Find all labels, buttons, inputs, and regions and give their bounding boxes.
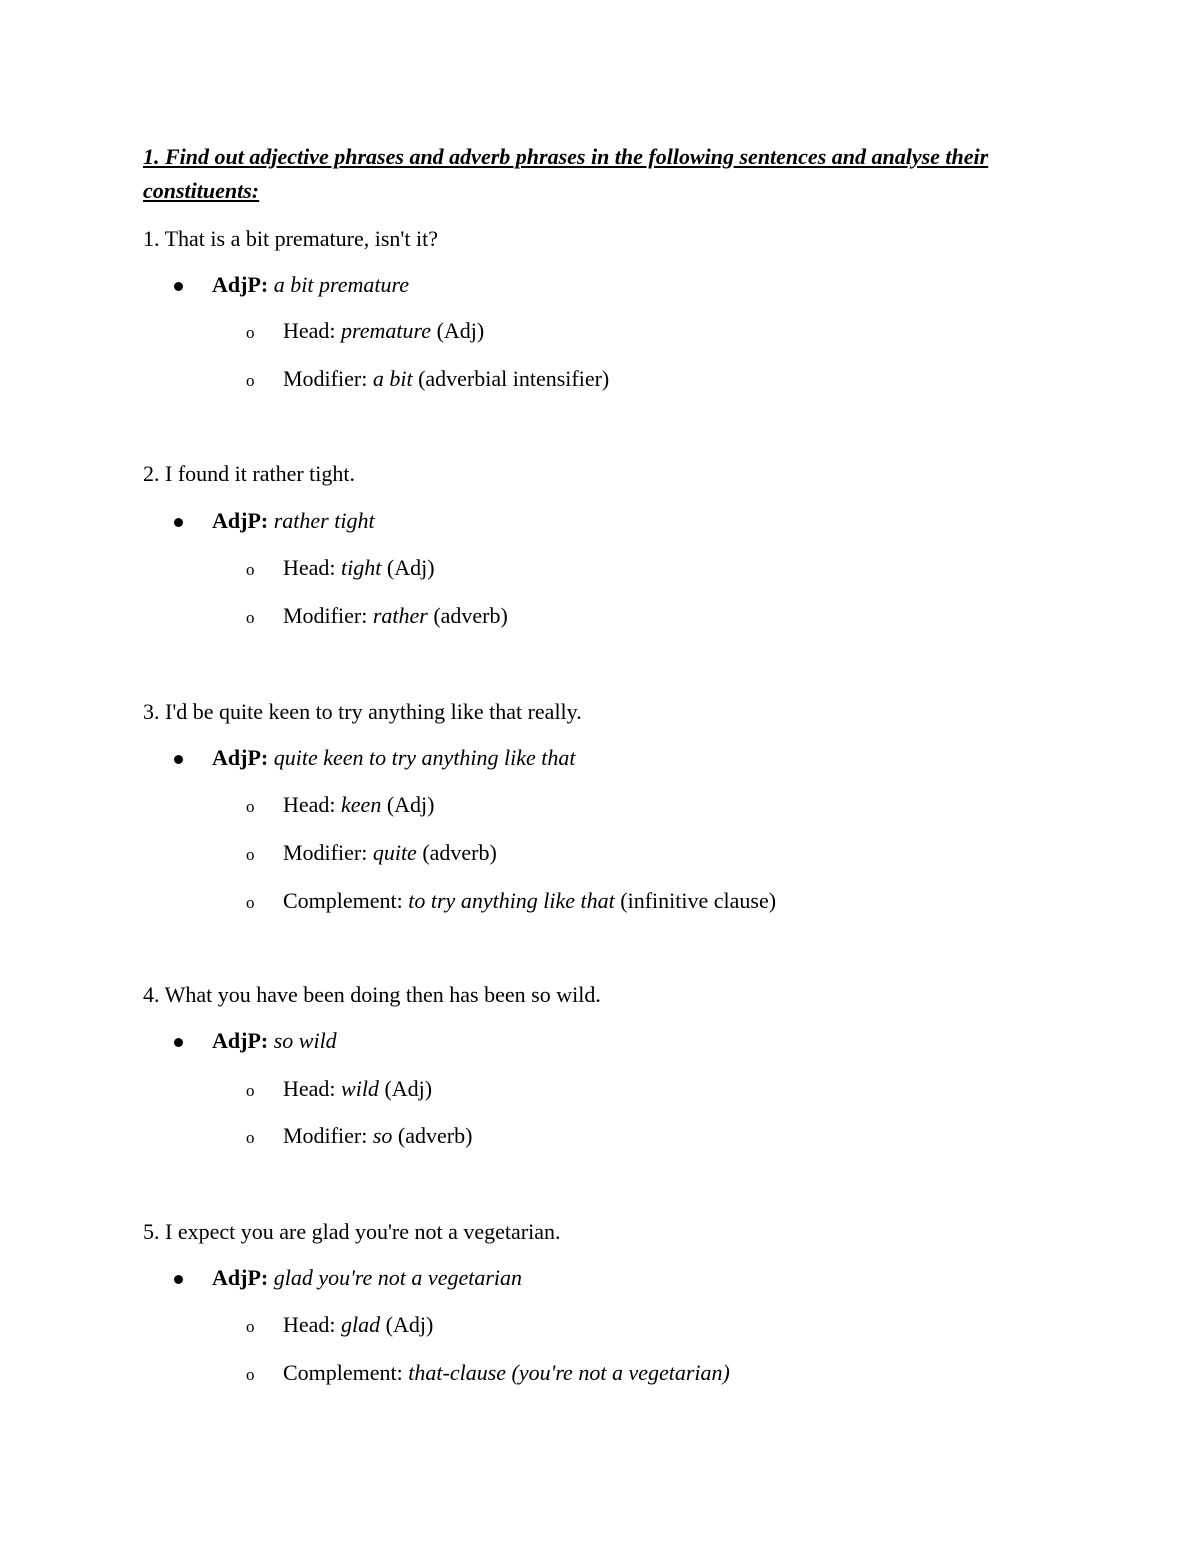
circle-bullet-icon: o xyxy=(246,1128,255,1147)
circle-bullet-icon: o xyxy=(246,560,255,579)
adjp-label: AdjP: xyxy=(212,1265,269,1290)
adjp-label: AdjP: xyxy=(212,1028,269,1053)
detail-3-head: Head: keen (Adj) xyxy=(283,792,435,817)
circle-bullet-icon: o xyxy=(246,608,255,627)
detail-5-complement: Complement: that-clause (you're not a vegetarian) xyxy=(283,1360,730,1385)
adjp-line-1 xyxy=(212,270,409,300)
detail-5-head: Head: glad (Adj) xyxy=(283,1312,434,1337)
bullet-dot-icon xyxy=(174,1275,183,1284)
sentence-3: 3. I'd be quite keen to try anything like that really. xyxy=(143,699,582,724)
circle-bullet-icon: o xyxy=(246,323,255,342)
adjp-line-2 xyxy=(212,506,375,536)
adjp-label: AdjP: xyxy=(212,745,269,770)
sentence-5: 5. I expect you are glad you're not a vegetarian. xyxy=(143,1219,561,1244)
adjp-phrase: rather tight xyxy=(273,508,375,533)
bullet-dot-icon xyxy=(174,282,183,291)
sentence-1: 1. That is a bit premature, isn't it? xyxy=(143,226,438,251)
adjp-line-3 xyxy=(212,743,576,773)
adjp-phrase: a bit premature xyxy=(273,272,409,297)
detail-4-modifier: Modifier: so (adverb) xyxy=(283,1123,473,1148)
detail-2-modifier: Modifier: rather (adverb) xyxy=(283,603,508,628)
detail-3-modifier: Modifier: quite (adverb) xyxy=(283,840,497,865)
detail-3-complement: Complement: to try anything like that (infinitive clause) xyxy=(283,888,777,913)
circle-bullet-icon: o xyxy=(246,1365,255,1384)
adjp-label: AdjP: xyxy=(212,508,269,533)
adjp-phrase: glad you're not a vegetarian xyxy=(273,1265,523,1290)
circle-bullet-icon: o xyxy=(246,1081,255,1100)
adjp-phrase: quite keen to try anything like that xyxy=(273,745,576,770)
adjp-line-4 xyxy=(212,1026,337,1056)
circle-bullet-icon: o xyxy=(246,845,255,864)
circle-bullet-icon: o xyxy=(246,797,255,816)
detail-4-head: Head: wild (Adj) xyxy=(283,1076,433,1101)
adjp-label: AdjP: xyxy=(212,272,269,297)
sentence-4: 4. What you have been doing then has been so wild. xyxy=(143,982,601,1007)
sentence-2: 2. I found it rather tight. xyxy=(143,461,356,486)
circle-bullet-icon: o xyxy=(246,371,255,390)
detail-2-head: Head: tight (Adj) xyxy=(283,555,435,580)
circle-bullet-icon: o xyxy=(246,893,255,912)
adjp-line-5 xyxy=(212,1263,522,1293)
bullet-dot-icon xyxy=(174,1038,183,1047)
bullet-dot-icon xyxy=(174,755,183,764)
detail-1-modifier: Modifier: a bit (adverbial intensifier) xyxy=(283,366,610,391)
bullet-dot-icon xyxy=(174,518,183,527)
exercise-heading: 1. Find out adjective phrases and adverb phrases in the following sentences and analyse their constituents: xyxy=(143,144,989,203)
circle-bullet-icon: o xyxy=(246,1317,255,1336)
adjp-phrase: so wild xyxy=(273,1028,337,1053)
detail-1-head: Head: premature (Adj) xyxy=(283,318,485,343)
